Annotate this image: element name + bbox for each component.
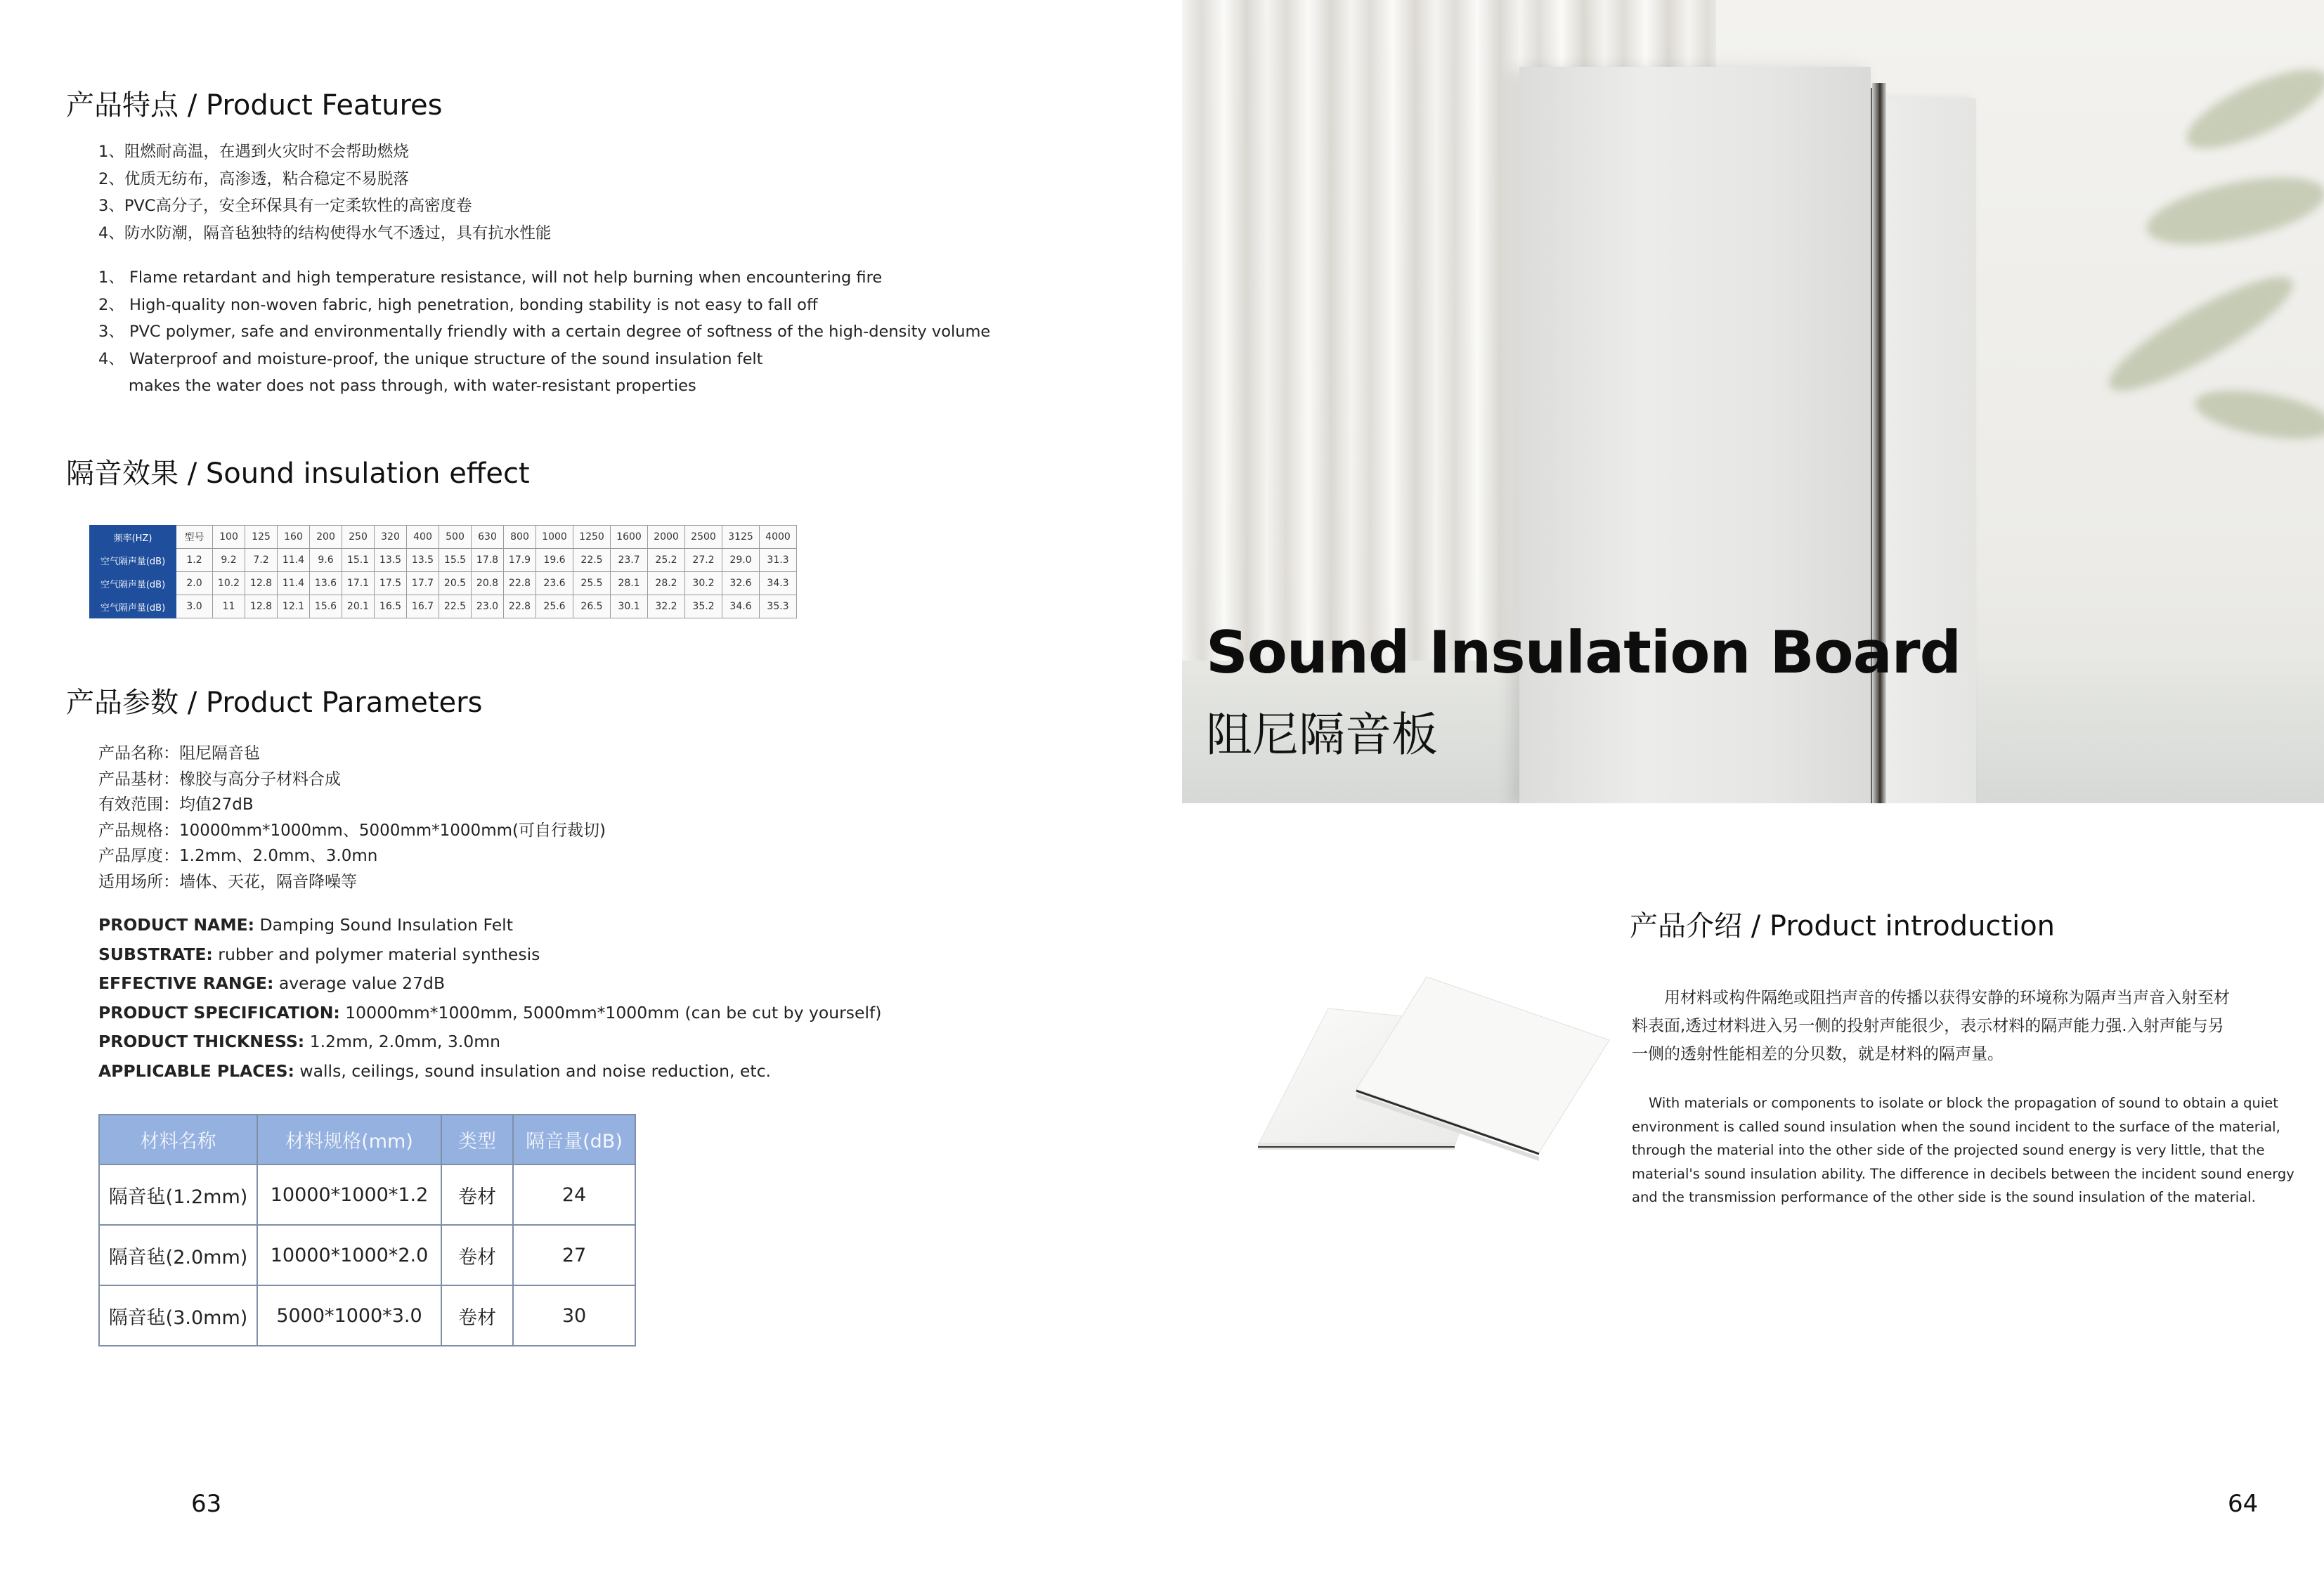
table-cell: 23.7 <box>611 549 648 572</box>
plant-leaf <box>2141 164 2324 257</box>
table-cell: 空气隔声量(dB) <box>90 595 176 618</box>
table-cell: 22.5 <box>573 549 611 572</box>
table-cell: 13.5 <box>407 549 439 572</box>
table-cell: 25.2 <box>648 549 685 572</box>
table-cell: 频率(HZ) <box>90 526 176 549</box>
product-title-en: Sound Insulation Board <box>1206 618 1961 687</box>
param-label: PRODUCT THICKNESS: <box>98 1032 305 1051</box>
list-item: 适用场所：墙体、天花，隔音降噪等 <box>98 872 357 891</box>
param-value: 1.2mm, 2.0mm, 3.0mn <box>304 1032 500 1051</box>
table-cell: 3125 <box>722 526 760 549</box>
list-item <box>98 999 881 1028</box>
table-cell: 24 <box>513 1164 635 1225</box>
table-cell: 28.1 <box>611 572 648 595</box>
table-header-cell: 材料规格(mm) <box>257 1115 441 1164</box>
table-header-row <box>99 1115 635 1164</box>
table-cell: 22.5 <box>439 595 472 618</box>
list-item: 2、优质无纺布，高渗透，粘合稳定不易脱落 <box>98 169 409 188</box>
plant-leaf <box>2191 382 2324 448</box>
table-row <box>99 1285 635 1346</box>
paragraph-line: and the transmission performance of the other side is the sound insulation of the material. <box>1632 1189 2256 1205</box>
table-cell: 630 <box>472 526 504 549</box>
table-cell: 30.2 <box>685 572 722 595</box>
table-cell: 2.0 <box>176 572 213 595</box>
table-cell: 35.2 <box>685 595 722 618</box>
table-cell: 20.8 <box>472 572 504 595</box>
table-cell: 15.6 <box>310 595 342 618</box>
paragraph-line: 料表面,透过材料进入另一侧的投射声能很少，表示材料的隔声能力强.入射声能与另 <box>1632 1017 2224 1035</box>
table-cell: 15.1 <box>342 549 375 572</box>
table-cell: 17.1 <box>342 572 375 595</box>
table-cell: 25.6 <box>536 595 573 618</box>
param-value: Damping Sound Insulation Felt <box>254 915 513 935</box>
table-cell: 25.5 <box>573 572 611 595</box>
table-cell: 12.8 <box>245 572 278 595</box>
table-cell: 30 <box>513 1285 635 1346</box>
table-cell: 1000 <box>536 526 573 549</box>
table-row <box>90 526 797 549</box>
table-cell: 22.8 <box>504 595 536 618</box>
table-cell: 125 <box>245 526 278 549</box>
paragraph-line: With materials or components to isolate or block the propagation of sound to obtain a quiet <box>1649 1095 2278 1111</box>
table-cell: 1600 <box>611 526 648 549</box>
table-cell: 空气隔声量(dB) <box>90 572 176 595</box>
table-row <box>90 595 797 618</box>
list-item: 产品基材：橡胶与高分子材料合成 <box>98 770 341 788</box>
table-cell: 34.6 <box>722 595 760 618</box>
table-cell: 型号 <box>176 526 213 549</box>
table-cell: 160 <box>278 526 310 549</box>
list-item <box>98 911 881 940</box>
table-cell: 1250 <box>573 526 611 549</box>
table-cell: 9.6 <box>310 549 342 572</box>
list-item <box>98 969 881 999</box>
list-item: 产品名称：阻尼隔音毡 <box>98 744 260 762</box>
param-label: PRODUCT NAME: <box>98 915 255 935</box>
list-item: 1、阻燃耐高温，在遇到火灾时不会帮助燃烧 <box>98 143 409 161</box>
features-cn-list <box>98 138 551 247</box>
table-row <box>90 549 797 572</box>
table-cell: 32.6 <box>722 572 760 595</box>
table-cell: 卷材 <box>441 1225 513 1285</box>
table-row <box>99 1164 635 1225</box>
table-cell: 4000 <box>760 526 797 549</box>
param-label: PRODUCT SPECIFICATION: <box>98 1002 340 1023</box>
param-value: rubber and polymer material synthesis <box>212 944 540 964</box>
table-cell: 2500 <box>685 526 722 549</box>
table-cell: 22.8 <box>504 572 536 595</box>
paragraph-line: 一侧的透射性能相差的分贝数，就是材料的隔声量。 <box>1632 1045 2004 1063</box>
board-front <box>1519 67 1871 803</box>
table-cell: 11 <box>213 595 245 618</box>
param-value: average value 27dB <box>273 973 446 993</box>
table-cell: 17.9 <box>504 549 536 572</box>
table-cell: 7.2 <box>245 549 278 572</box>
page-number-right: 64 <box>2228 1490 2259 1518</box>
list-item: 产品规格：10000mm*1000mm、5000mm*1000mm(可自行裁切) <box>98 821 606 840</box>
features-heading: 产品特点 / Product Features <box>66 89 443 122</box>
intro-cn-text <box>1632 984 2230 1068</box>
list-item <box>98 940 881 970</box>
table-cell: 15.5 <box>439 549 472 572</box>
table-row <box>99 1225 635 1285</box>
table-cell: 13.5 <box>375 549 407 572</box>
table-cell: 10000*1000*1.2 <box>257 1164 441 1225</box>
table-header-cell: 隔音量(dB) <box>513 1115 635 1164</box>
table-cell: 16.7 <box>407 595 439 618</box>
table-cell: 10.2 <box>213 572 245 595</box>
table-cell: 32.2 <box>648 595 685 618</box>
product-title-cn: 阻尼隔音板 <box>1206 708 1438 762</box>
table-cell: 空气隔声量(dB) <box>90 549 176 572</box>
table-cell: 30.1 <box>611 595 648 618</box>
list-item: 4、防水防潮，隔音毡独特的结构使得水气不透过，具有抗水性能 <box>98 223 552 242</box>
list-item: 3、 PVC polymer, safe and environmentally friendly with a certain degree of softness of the high-density volume <box>98 323 991 341</box>
table-cell: 200 <box>310 526 342 549</box>
paragraph-line: 用材料或构件隔绝或阻挡声音的传播以获得安静的环境称为隔声当声音入射至材 <box>1664 989 2230 1007</box>
list-item: makes the water does not pass through, with water-resistant properties <box>98 377 696 395</box>
list-item: 产品厚度：1.2mm、2.0mm、3.0mn <box>98 847 378 865</box>
table-cell: 250 <box>342 526 375 549</box>
table-cell: 17.8 <box>472 549 504 572</box>
table-cell: 23.0 <box>472 595 504 618</box>
table-cell: 31.3 <box>760 549 797 572</box>
table-cell: 35.3 <box>760 595 797 618</box>
table-cell: 16.5 <box>375 595 407 618</box>
param-value: walls, ceilings, sound insulation and noise reduction, etc. <box>294 1060 771 1081</box>
table-cell: 12.8 <box>245 595 278 618</box>
parameters-table <box>98 1114 636 1346</box>
table-cell: 23.6 <box>536 572 573 595</box>
table-cell: 100 <box>213 526 245 549</box>
sound-effect-heading: 隔音效果 / Sound insulation effect <box>66 457 530 490</box>
paragraph-line: through the material into the other side of the projected sound energy is very little, that the <box>1632 1142 2265 1158</box>
sound-effect-table <box>89 525 797 618</box>
table-cell: 隔音毡(1.2mm) <box>99 1164 257 1225</box>
table-cell: 26.5 <box>573 595 611 618</box>
list-item: 1、 Flame retardant and high temperature resistance, will not help burning when encountering fire <box>98 268 883 287</box>
param-label: APPLICABLE PLACES: <box>98 1060 294 1081</box>
paragraph-line: material's sound insulation ability. The difference in decibels between the incident sound energy <box>1632 1165 2294 1182</box>
param-label: EFFECTIVE RANGE: <box>98 973 274 993</box>
table-cell: 500 <box>439 526 472 549</box>
table-cell: 19.6 <box>536 549 573 572</box>
board-front-edge <box>1872 83 1886 803</box>
paragraph-line: environment is called sound insulation when the sound incident to the surface of the material, <box>1632 1118 2280 1135</box>
list-item: 2、 High-quality non-woven fabric, high penetration, bonding stability is not easy to fall off <box>98 295 818 314</box>
board-samples-image <box>1244 970 1616 1174</box>
table-cell: 11.4 <box>278 549 310 572</box>
plant-leaf <box>2098 260 2305 408</box>
table-header-cell: 材料名称 <box>99 1115 257 1164</box>
table-cell: 400 <box>407 526 439 549</box>
intro-en-text <box>1632 1091 2294 1209</box>
table-cell: 9.2 <box>213 549 245 572</box>
table-header-cell: 类型 <box>441 1115 513 1164</box>
list-item <box>98 1057 881 1086</box>
table-cell: 20.5 <box>439 572 472 595</box>
table-cell: 13.6 <box>310 572 342 595</box>
table-cell: 隔音毡(2.0mm) <box>99 1225 257 1285</box>
param-value: 10000mm*1000mm, 5000mm*1000mm (can be cut by yourself) <box>339 1002 882 1023</box>
table-cell: 3.0 <box>176 595 213 618</box>
list-item: 有效范围：均值27dB <box>98 796 254 814</box>
list-item: 3、PVC高分子，安全环保具有一定柔软性的高密度卷 <box>98 197 472 215</box>
plant-leaf <box>2177 54 2324 164</box>
table-cell: 卷材 <box>441 1285 513 1346</box>
table-cell: 1.2 <box>176 549 213 572</box>
table-cell: 12.1 <box>278 595 310 618</box>
table-cell: 17.7 <box>407 572 439 595</box>
table-cell: 34.3 <box>760 572 797 595</box>
table-cell: 20.1 <box>342 595 375 618</box>
intro-heading: 产品介绍 / Product introduction <box>1630 910 2056 942</box>
list-item: 4、 Waterproof and moisture-proof, the unique structure of the sound insulation felt <box>98 349 763 368</box>
features-en-list <box>98 264 990 400</box>
parameters-heading: 产品参数 / Product Parameters <box>66 687 483 719</box>
table-cell: 320 <box>375 526 407 549</box>
table-cell: 800 <box>504 526 536 549</box>
table-cell: 28.2 <box>648 572 685 595</box>
table-cell: 11.4 <box>278 572 310 595</box>
table-cell: 17.5 <box>375 572 407 595</box>
table-cell: 5000*1000*3.0 <box>257 1285 441 1346</box>
list-item <box>98 1027 881 1057</box>
table-cell: 隔音毡(3.0mm) <box>99 1285 257 1346</box>
table-cell: 2000 <box>648 526 685 549</box>
parameters-en-list <box>98 911 881 1086</box>
table-cell: 27 <box>513 1225 635 1285</box>
page-number-left: 63 <box>191 1490 222 1518</box>
table-row <box>90 572 797 595</box>
table-cell: 29.0 <box>722 549 760 572</box>
table-cell: 27.2 <box>685 549 722 572</box>
table-cell: 卷材 <box>441 1164 513 1225</box>
table-cell: 10000*1000*2.0 <box>257 1225 441 1285</box>
parameters-cn-list <box>98 741 606 895</box>
param-label: SUBSTRATE: <box>98 944 213 964</box>
